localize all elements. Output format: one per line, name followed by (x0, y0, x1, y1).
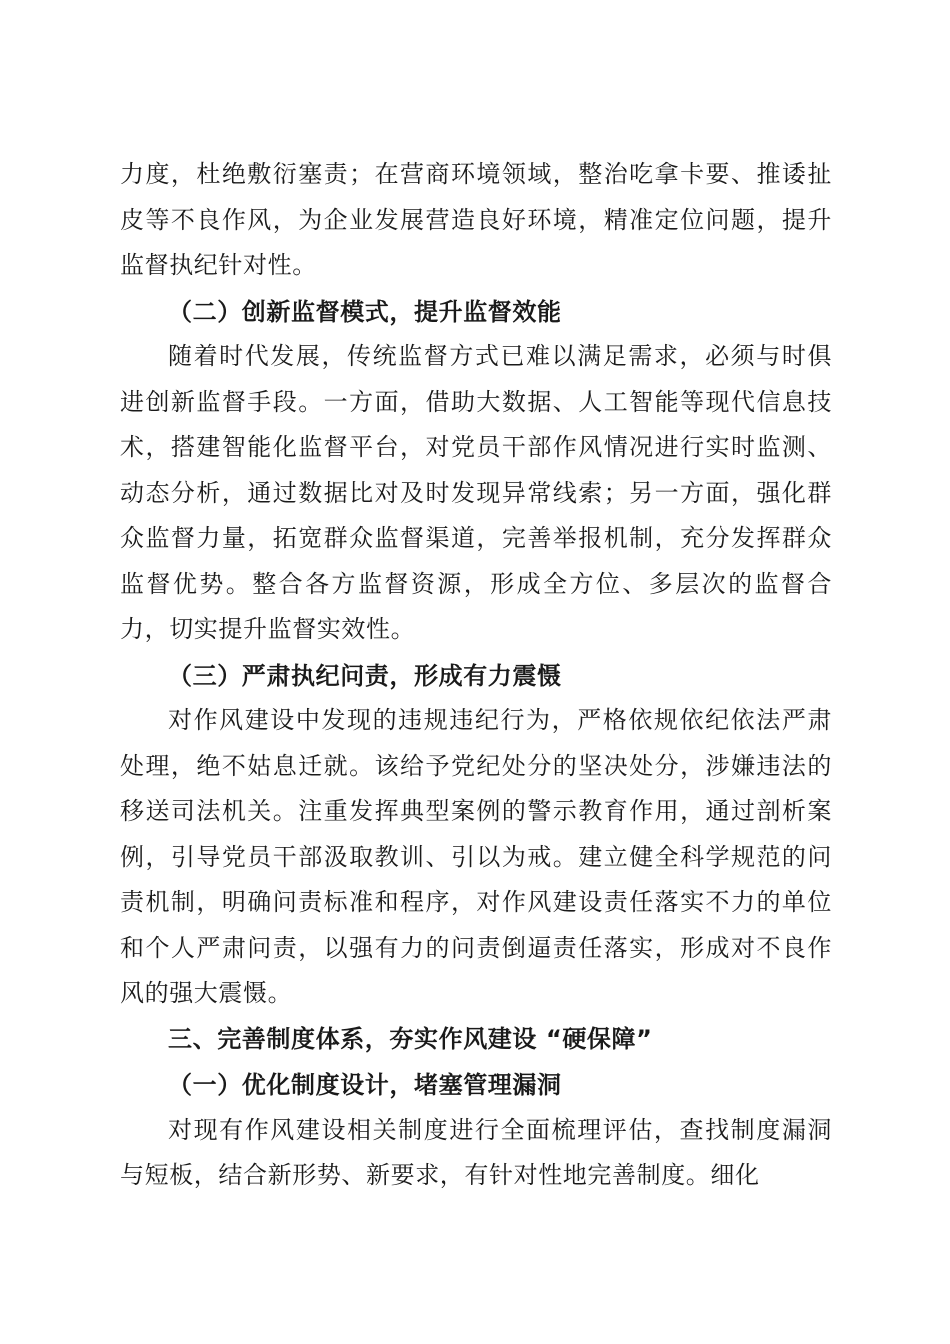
subheading-strict-accountability: （三）严肃执纪问责，形成有力震慑 (168, 660, 562, 690)
paragraph-continuation: 力度，杜绝敷衍塞责；在营商环境领域，整治吃拿卡要、推诿扯皮等不良作风，为企业发展营造良好环境，精准定位问题，提升监督执纪针对性。 (120, 160, 832, 279)
section-heading-institutional-system: 三、完善制度体系，夯实作风建设 “硬保障” (168, 1024, 653, 1053)
subheading-optimize-design: （一）优化制度设计，堵塞管理漏洞 (168, 1070, 562, 1099)
paragraph-optimize-design: 对现有作风建设相关制度进行全面梳理评估，查找制度漏洞与短板，结合新形势、新要求，有针对性地完善制度。细化 (120, 1115, 832, 1189)
document-body (120, 152, 832, 1199)
subheading-innovate-supervision: （二）创新监督模式，提升监督效能 (168, 296, 562, 326)
paragraph-strict-accountability: 对作风建设中发现的违规违纪行为，严格依规依纪依法严肃处理，绝不姑息迁就。该给予党纪处分的坚决处分，涉嫌违法的移送司法机关。注重发挥典型案例的警示教育作用，通过剖析案例，引导党员干部汲取教训、引以为戒。建立健全科学规范的问责机制，明确问责标准和程序，对作风建设责任落实不力的单位和个人严肃问责，以强有力的问责倒逼责任落实，形成对不良作风的强大震慑。 (120, 706, 832, 1007)
paragraph-innovate-supervision: 随着时代发展，传统监督方式已难以满足需求，必须与时俱进创新监督手段。一方面，借助大数据、人工智能等现代信息技术，搭建智能化监督平台，对党员干部作风情况进行实时监测、动态分析，通过数据比对及时发现异常线索；另一方面，强化群众监督力量，拓宽群众监督渠道，完善举报机制，充分发挥群众监督优势。整合各方监督资源，形成全方位、多层次的监督合力，切实提升监督实效性。 (120, 342, 832, 643)
